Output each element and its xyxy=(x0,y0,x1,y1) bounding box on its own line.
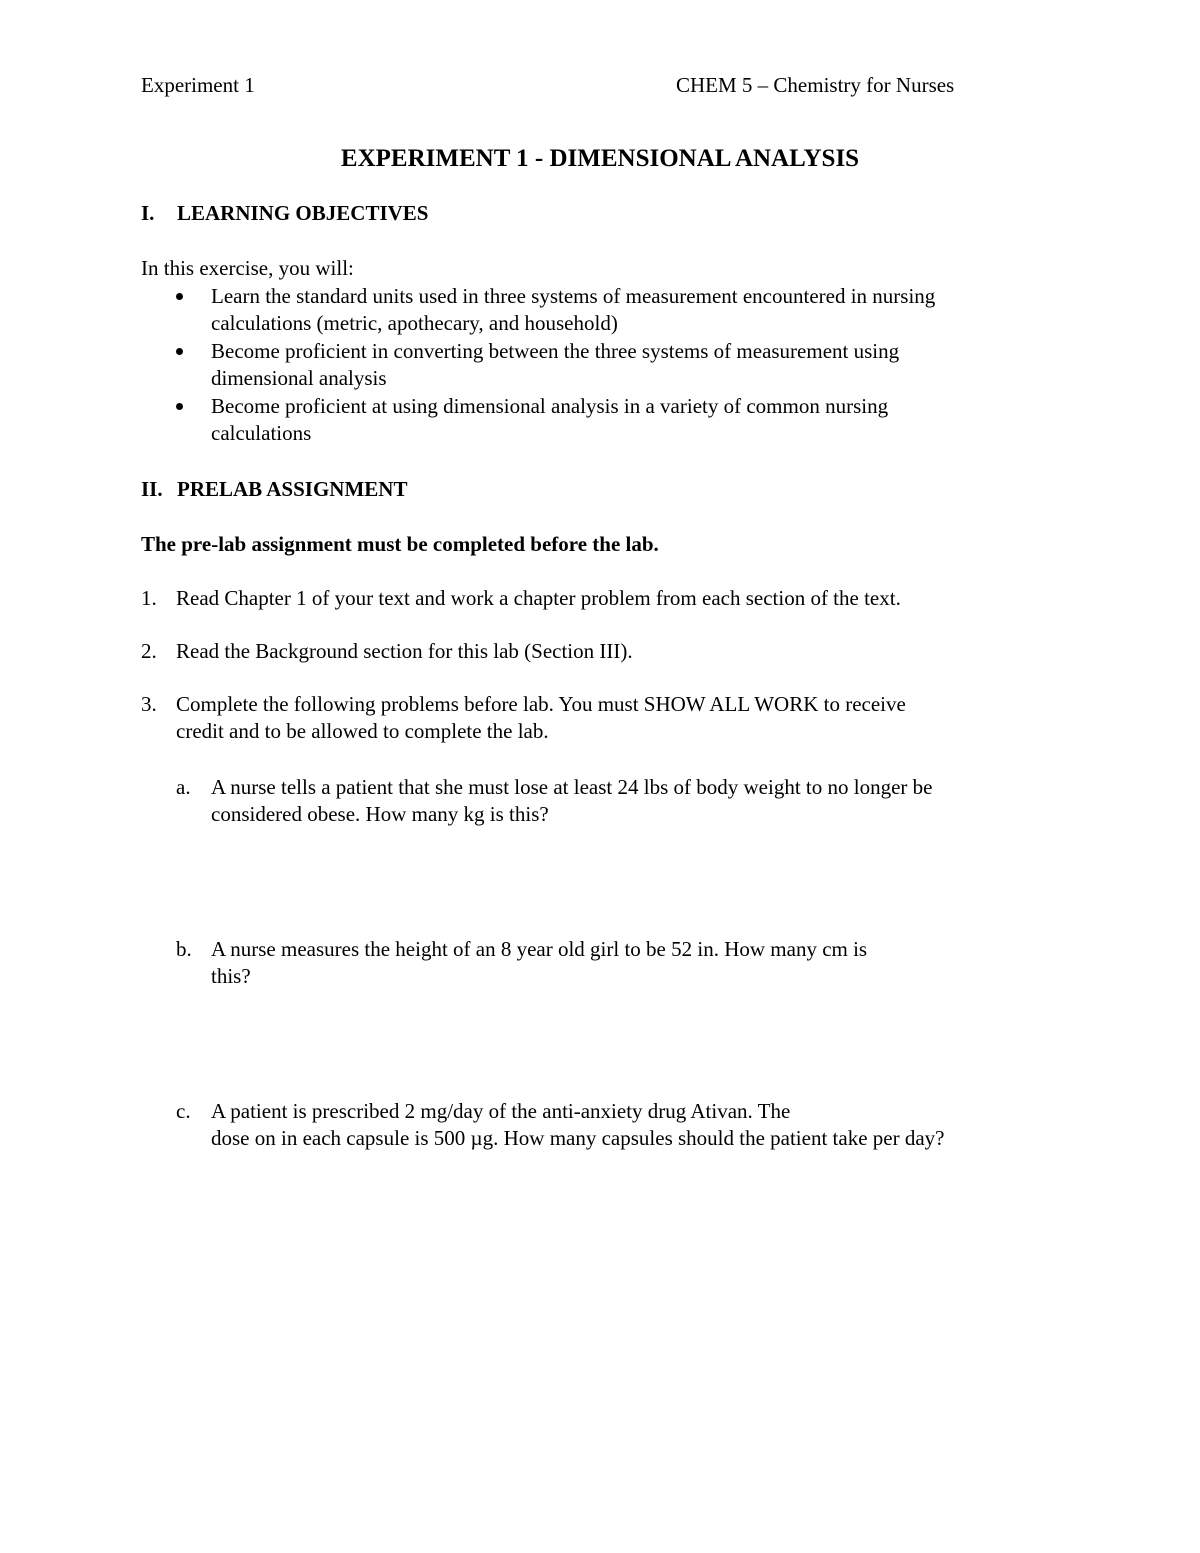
objective-2-line-1: Become proficient in converting between the three systems of measurement using xyxy=(211,339,900,363)
header-right: CHEM 5 – Chemistry for Nurses xyxy=(676,73,955,97)
problem-a-letter: a. xyxy=(176,775,191,799)
item-2-text: Read the Background section for this lab (Section III). xyxy=(176,639,633,663)
section-1-heading xyxy=(141,200,428,227)
problem-a-line-1: A nurse tells a patient that she must lose at least 24 lbs of body weight to no longer be xyxy=(211,775,933,799)
objective-3-line-1: Become proficient at using dimensional analysis in a variety of common nursing xyxy=(211,394,889,418)
problem-b-line-2: this? xyxy=(211,964,251,988)
prelab-note: The pre-lab assignment must be completed before the lab. xyxy=(141,532,659,556)
problem-c-line-1: A patient is prescribed 2 mg/day of the anti-anxiety drug Ativan. The xyxy=(211,1099,791,1123)
problem-c-line-2: dose on in each capsule is 500 µg. How many capsules should the patient take per day? xyxy=(211,1126,945,1150)
objectives-intro: In this exercise, you will: xyxy=(141,256,354,280)
bullet-dot xyxy=(176,403,183,410)
objective-1-line-2: calculations (metric, apothecary, and household) xyxy=(211,311,618,335)
section-2-heading xyxy=(141,476,407,503)
bullet-dot xyxy=(176,293,183,300)
item-1-number: 1. xyxy=(141,586,157,610)
document-title: EXPERIMENT 1 - DIMENSIONAL ANALYSIS xyxy=(340,145,860,172)
section-1-title: LEARNING OBJECTIVES xyxy=(177,201,429,225)
item-3-number: 3. xyxy=(141,692,157,716)
section-2-title: PRELAB ASSIGNMENT xyxy=(177,477,408,501)
problem-b-line-1: A nurse measures the height of an 8 year old girl to be 52 in. How many cm is xyxy=(211,937,868,961)
item-2-number: 2. xyxy=(141,639,157,663)
item-3-line-2: credit and to be allowed to complete the lab. xyxy=(176,719,549,743)
problem-c-letter: c. xyxy=(176,1099,191,1123)
objective-1-line-1: Learn the standard units used in three systems of measurement encountered in nursing xyxy=(211,284,936,308)
section-1-number: I. xyxy=(141,201,155,225)
bullet-dot xyxy=(176,348,183,355)
item-3-line-1: Complete the following problems before lab. You must SHOW ALL WORK to receive xyxy=(176,692,906,716)
header-left: Experiment 1 xyxy=(141,73,255,97)
objective-3-line-2: calculations xyxy=(211,421,312,445)
section-2-number: II. xyxy=(141,477,163,501)
problem-a-line-2: considered obese. How many kg is this? xyxy=(211,802,549,826)
problem-b-letter: b. xyxy=(176,937,192,961)
objective-2-line-2: dimensional analysis xyxy=(211,366,387,390)
item-1-text: Read Chapter 1 of your text and work a chapter problem from each section of the text. xyxy=(176,586,901,610)
